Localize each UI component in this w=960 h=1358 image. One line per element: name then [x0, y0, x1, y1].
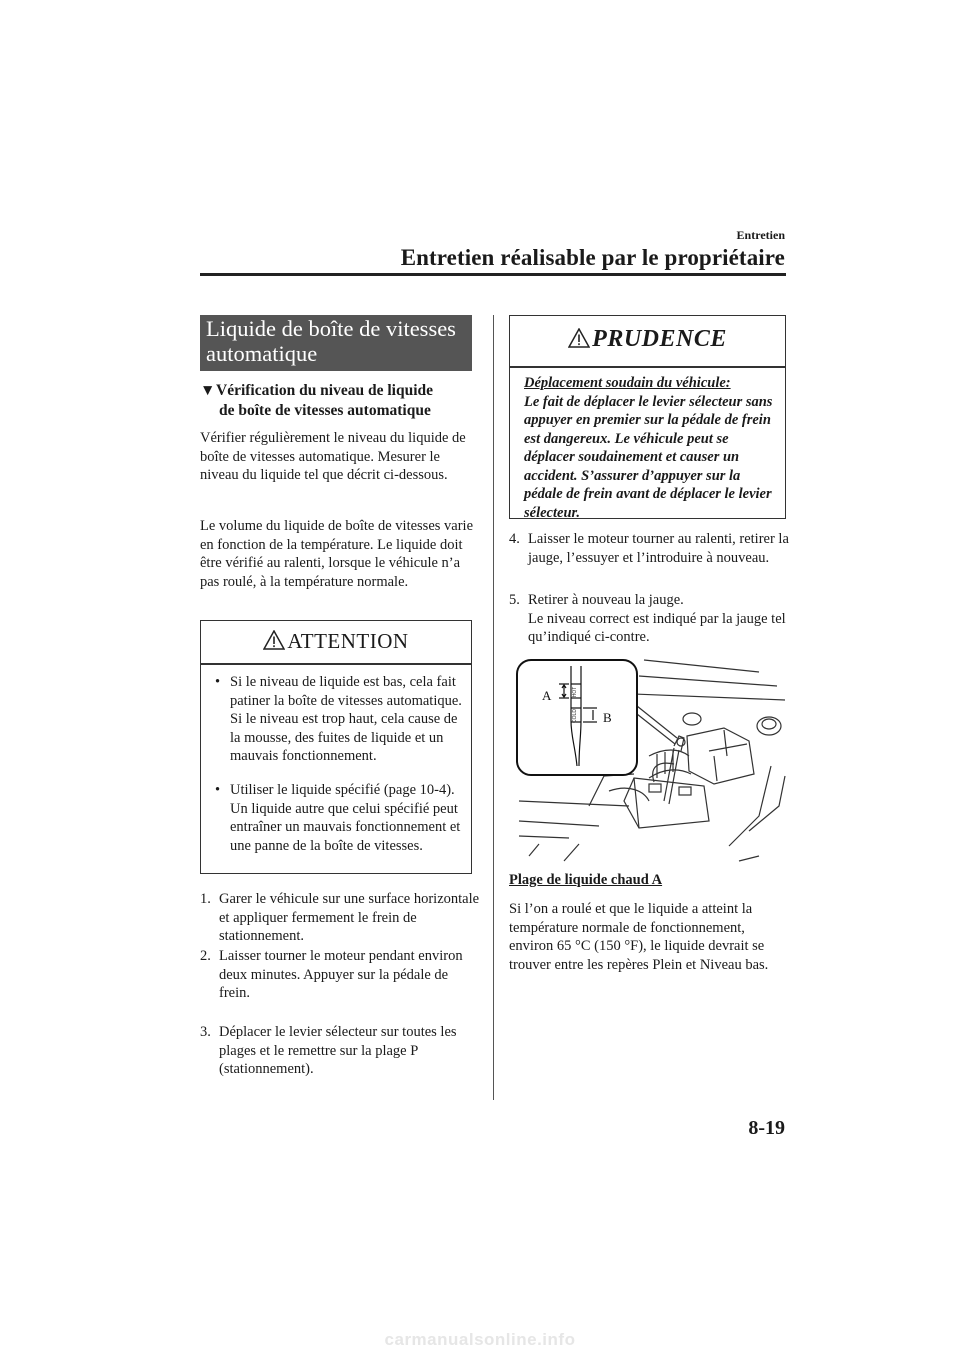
step-number: 2. — [200, 948, 211, 964]
intro-paragraph-2: Le volume du liquide de boîte de vitesses varie en fonction de la température. Le liquide doit être vérifié au ralenti, lorsque le véhicule n’a pas roulé, à la température normale. — [200, 518, 474, 590]
subheading-line1: Vérification du niveau de liquide — [216, 382, 434, 399]
step-text: Laisser le moteur tourner au ralenti, retirer la jauge, l’essuyer et l’introduire à nouveau. — [528, 531, 789, 566]
step-text: Déplacer le levier sélecteur sur toutes les plages et le remettre sur la plage P (stationnement). — [219, 1024, 457, 1077]
attention-box — [200, 620, 472, 874]
figure-caption: Plage de liquide chaud A — [509, 872, 663, 888]
attention-title — [201, 629, 471, 654]
step-number: 5. — [509, 592, 520, 608]
subheading-line2: de boîte de vitesses automatique — [219, 402, 431, 419]
warning-icon — [263, 630, 285, 650]
closing-paragraph: Si l’on a roulé et que le liquide a atteint la température normale de fonctionnement, environ 65 °C (150 °F), le liquide devrait se trouver entre les repères Plein et Niveau bas. — [509, 901, 769, 973]
chapter-label: Entretien — [736, 228, 785, 242]
prudence-title — [510, 326, 785, 353]
svg-text:COLD: COLD — [572, 709, 578, 723]
section-title — [200, 315, 472, 371]
column-divider — [493, 315, 494, 1100]
prudence-divider — [510, 366, 785, 368]
step-item — [200, 1023, 480, 1079]
bullet-icon: • — [215, 782, 221, 798]
section-title-line2: automatique — [206, 341, 318, 366]
warning-icon — [568, 328, 590, 348]
attention-bullet — [215, 781, 463, 855]
step-number: 4. — [509, 531, 520, 547]
step-text-continued: Le niveau correct est indiqué par la jauge tel qu’indiqué ci-contre. — [528, 610, 786, 645]
triangle-down-icon: ▼ — [200, 382, 216, 399]
prudence-body — [524, 374, 779, 522]
step-item — [200, 890, 480, 946]
step-text: Laisser tourner le moteur pendant environ deux minutes. Appuyer sur la pédale de frein. — [219, 948, 463, 1001]
step-number: 3. — [200, 1024, 211, 1040]
header-rule — [200, 273, 786, 276]
step-item — [200, 947, 480, 1003]
prudence-subtitle: Déplacement soudain du véhicule: — [524, 375, 731, 391]
step-item — [509, 530, 789, 567]
prudence-box — [509, 315, 786, 519]
step-text: Retirer à nouveau la jauge. — [528, 592, 684, 608]
page-number: 8-19 — [748, 1117, 785, 1139]
prudence-text: Le fait de déplacer le levier sélecteur sans appuyer en premier sur la pédale de frein est dangereux. Le véhicule peut se déplacer soudainement et causer un accident. S’assurer d’appuyer sur la pédale de frein avant de déplacer le levier sélecteur. — [524, 393, 773, 521]
step-number: 1. — [200, 891, 211, 907]
engine-bay-illustration — [509, 656, 787, 866]
page-header-title: Entretien réalisable par le propriétaire — [400, 245, 785, 270]
watermark: carmanualsonline.info — [384, 1330, 576, 1349]
attention-divider — [201, 663, 471, 665]
dipstick-diagram — [509, 656, 787, 866]
subheading — [200, 381, 475, 421]
attention-title-text: ATTENTION — [287, 629, 409, 653]
section-title-line1: Liquide de boîte de vitesses — [206, 316, 456, 341]
attention-bullet — [215, 673, 463, 766]
svg-text:HOT: HOT — [572, 686, 578, 698]
figure-label-b: B — [603, 710, 612, 725]
attention-bullet-text: Si le niveau de liquide est bas, cela fait patiner la boîte de vitesses automatique. Si le niveau est trop haut, cela cause de la mousse, des fuites de liquide et un mauvais fonctionnement. — [230, 674, 462, 764]
step-text: Garer le véhicule sur une surface horizontale et appliquer fermement le frein de stationnement. — [219, 891, 480, 944]
intro-paragraph-1: Vérifier régulièrement le niveau du liquide de boîte de vitesses automatique. Mesurer le niveau du liquide tel que décrit ci-dessous. — [200, 430, 466, 483]
attention-bullet-text: Utiliser le liquide spécifié (page 10-4). Un liquide autre que celui spécifié peut entraîner un mauvais fonctionnement et une panne de la boîte de vitesses. — [230, 782, 461, 854]
prudence-title-text: PRUDENCE — [592, 326, 727, 352]
bullet-icon: • — [215, 674, 221, 690]
figure-label-a: A — [542, 688, 552, 703]
step-item — [509, 591, 789, 647]
